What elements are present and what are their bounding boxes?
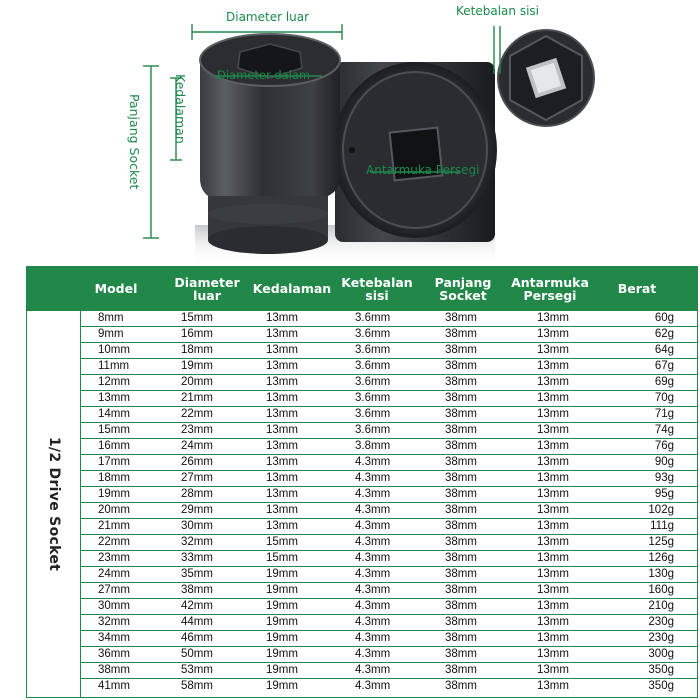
cell-wall: 3.6mm [355,360,391,372]
table-row [81,311,698,327]
cell-length: 38mm [445,488,477,500]
table-header [26,266,698,311]
table-row [81,343,698,359]
cell-wall: 4.3mm [355,536,391,548]
cell-square: 13mm [537,552,569,564]
cell-model: 16mm [98,440,130,452]
cell-square: 13mm [537,584,569,596]
cell-square: 13mm [537,616,569,628]
label-diameter-outer: Diameter luar [226,10,310,24]
cell-weight: 62g [654,328,674,340]
table-row [81,567,698,583]
cell-outer: 20mm [181,376,213,388]
cell-length: 38mm [445,328,477,340]
cell-outer: 18mm [181,344,213,356]
cell-weight: 76g [654,440,674,452]
header-outer-diameter: Diameter luar [174,274,240,303]
cell-model: 34mm [98,632,130,644]
cell-square: 13mm [537,536,569,548]
cell-length: 38mm [445,520,477,532]
cell-length: 38mm [445,680,477,692]
cell-depth: 19mm [266,616,298,628]
cell-wall: 4.3mm [355,584,391,596]
cell-wall: 4.3mm [355,680,391,692]
cell-wall: 4.3mm [355,664,391,676]
socket-illustration [0,0,700,266]
cell-square: 13mm [537,472,569,484]
cell-wall: 4.3mm [355,552,391,564]
cell-length: 38mm [445,536,477,548]
cell-weight: 60g [654,312,674,324]
cell-model: 38mm [98,664,130,676]
cell-model: 21mm [98,520,130,532]
cell-weight: 160g [648,584,674,596]
cell-outer: 58mm [181,680,213,692]
header-model: Model [94,281,138,296]
cell-wall: 4.3mm [355,616,391,628]
cell-model: 41mm [98,680,130,692]
cell-length: 38mm [445,664,477,676]
table-body [81,311,698,695]
cell-outer: 29mm [181,504,213,516]
drive-size-column [26,311,81,698]
table-row [81,487,698,503]
cell-depth: 19mm [266,584,298,596]
cell-weight: 69g [654,376,674,388]
table-row [81,679,698,695]
cell-weight: 130g [648,568,674,580]
cell-outer: 50mm [181,648,213,660]
cell-weight: 111g [650,520,674,532]
socket-back [333,62,497,242]
cell-length: 38mm [445,408,477,420]
cell-model: 30mm [98,600,130,612]
cell-outer: 38mm [181,584,213,596]
product-figure [0,0,700,266]
cell-model: 14mm [98,408,130,420]
cell-square: 13mm [537,312,569,324]
cell-square: 13mm [537,408,569,420]
cell-depth: 19mm [266,632,298,644]
cell-depth: 19mm [266,600,298,612]
cell-weight: 71g [654,408,674,420]
table-row [81,471,698,487]
cell-weight: 67g [654,360,674,372]
cell-length: 38mm [445,360,477,372]
cell-depth: 19mm [266,664,298,676]
table-row [81,519,698,535]
cell-weight: 70g [654,392,674,404]
cell-depth: 13mm [266,488,298,500]
cell-wall: 4.3mm [355,520,391,532]
cell-length: 38mm [445,632,477,644]
cell-model: 20mm [98,504,130,516]
table-row [81,423,698,439]
cell-model: 9mm [98,328,124,340]
cell-length: 38mm [445,392,477,404]
header-socket-length: Panjang Socket [434,274,492,303]
cell-wall: 3.6mm [355,344,391,356]
cell-square: 13mm [537,424,569,436]
cell-length: 38mm [445,344,477,356]
cell-model: 11mm [98,360,130,372]
cell-wall: 4.3mm [355,648,391,660]
cell-weight: 74g [654,424,674,436]
cell-square: 13mm [537,520,569,532]
cell-outer: 53mm [181,664,213,676]
cell-weight: 300g [648,648,674,660]
label-square-interface: Antarmuka Persegi [366,163,480,177]
cell-weight: 230g [648,616,674,628]
cell-length: 38mm [445,472,477,484]
cell-length: 38mm [445,376,477,388]
cell-model: 18mm [98,472,130,484]
cell-square: 13mm [537,376,569,388]
cell-depth: 13mm [266,408,298,420]
table-row [81,551,698,567]
table-row [81,663,698,679]
cell-wall: 3.6mm [355,408,391,420]
table-row [81,407,698,423]
table-row [81,535,698,551]
spec-table [26,266,698,698]
cell-length: 38mm [445,312,477,324]
cell-depth: 13mm [266,328,298,340]
cell-square: 13mm [537,488,569,500]
cell-square: 13mm [537,648,569,660]
table-row [81,583,698,599]
cell-wall: 4.3mm [355,600,391,612]
label-depth: Kedalaman [173,74,188,144]
cell-length: 38mm [445,648,477,660]
table-row [81,647,698,663]
cell-square: 13mm [537,504,569,516]
cell-outer: 26mm [181,456,213,468]
cell-depth: 19mm [266,648,298,660]
cell-model: 23mm [98,552,130,564]
cell-outer: 46mm [181,632,213,644]
cell-outer: 32mm [181,536,213,548]
cell-depth: 13mm [266,520,298,532]
cell-outer: 22mm [181,408,213,420]
cell-depth: 13mm [266,376,298,388]
cell-outer: 19mm [181,360,213,372]
cell-length: 38mm [445,584,477,596]
cell-outer: 42mm [181,600,213,612]
cell-weight: 93g [654,472,674,484]
cell-model: 27mm [98,584,130,596]
cell-square: 13mm [537,344,569,356]
cell-square: 13mm [537,328,569,340]
cell-model: 32mm [98,616,130,628]
label-wall-thickness: Ketebalan sisi [456,4,539,18]
cell-weight: 102g [648,504,674,516]
label-diameter-inner: Diameter dalam [217,68,311,82]
cell-length: 38mm [445,456,477,468]
cell-depth: 15mm [266,552,298,564]
cell-wall: 3.6mm [355,376,391,388]
cell-depth: 13mm [266,424,298,436]
cell-wall: 4.3mm [355,456,391,468]
cell-outer: 21mm [181,392,213,404]
drive-size-label: 1/2 Drive Socket [46,436,62,572]
table-row [81,327,698,343]
cell-outer: 23mm [181,424,213,436]
cell-depth: 13mm [266,360,298,372]
cell-length: 38mm [445,504,477,516]
cell-model: 15mm [98,424,130,436]
cell-outer: 28mm [181,488,213,500]
cell-outer: 44mm [181,616,213,628]
cell-depth: 13mm [266,344,298,356]
cell-wall: 3.6mm [355,392,391,404]
cell-model: 17mm [98,456,130,468]
header-depth: Kedalaman [252,281,332,296]
cell-wall: 4.3mm [355,488,391,500]
cell-model: 24mm [98,568,130,580]
cell-outer: 24mm [181,440,213,452]
cell-model: 12mm [98,376,130,388]
cell-square: 13mm [537,456,569,468]
table-row [81,615,698,631]
table-row [81,439,698,455]
cell-square: 13mm [537,360,569,372]
cell-weight: 95g [654,488,674,500]
cell-outer: 15mm [181,312,213,324]
cell-depth: 15mm [266,536,298,548]
cell-square: 13mm [537,600,569,612]
cell-wall: 4.3mm [355,472,391,484]
cell-depth: 19mm [266,680,298,692]
cell-model: 22mm [98,536,130,548]
cell-weight: 210g [648,600,674,612]
table-row [81,455,698,471]
table-row [81,359,698,375]
cell-weight: 350g [648,680,674,692]
cell-model: 36mm [98,648,130,660]
cell-wall: 3.6mm [355,424,391,436]
cell-depth: 19mm [266,568,298,580]
cell-wall: 3.8mm [355,440,391,452]
cell-square: 13mm [537,664,569,676]
cell-wall: 3.6mm [355,312,391,324]
header-square-interface: Antarmuka Persegi [511,274,589,303]
header-wall-thickness: Ketebalan sisi [341,274,413,303]
cell-model: 10mm [98,344,130,356]
cell-wall: 4.3mm [355,504,391,516]
cell-depth: 13mm [266,504,298,516]
cell-weight: 64g [654,344,674,356]
cell-weight: 230g [648,632,674,644]
table-row [81,391,698,407]
table-row [81,375,698,391]
cell-outer: 16mm [181,328,213,340]
cell-weight: 126g [648,552,674,564]
table-row [81,599,698,615]
cell-wall: 4.3mm [355,632,391,644]
cell-depth: 13mm [266,472,298,484]
cell-square: 13mm [537,392,569,404]
cell-length: 38mm [445,424,477,436]
cell-wall: 3.6mm [355,328,391,340]
socket-front [200,34,340,254]
cell-model: 13mm [98,392,130,404]
cell-depth: 13mm [266,456,298,468]
cell-weight: 125g [648,536,674,548]
cell-outer: 30mm [181,520,213,532]
cell-wall: 4.3mm [355,568,391,580]
cell-depth: 13mm [266,392,298,404]
cell-depth: 13mm [266,440,298,452]
cell-length: 38mm [445,568,477,580]
cell-outer: 27mm [181,472,213,484]
cell-length: 38mm [445,616,477,628]
cell-outer: 33mm [181,552,213,564]
socket-top-view [498,30,594,126]
cell-outer: 35mm [181,568,213,580]
cell-model: 19mm [98,488,130,500]
cell-square: 13mm [537,568,569,580]
cell-square: 13mm [537,440,569,452]
header-weight: Berat [617,281,657,296]
cell-weight: 350g [648,664,674,676]
cell-length: 38mm [445,600,477,612]
table-row [81,631,698,647]
cell-model: 8mm [98,312,124,324]
cell-square: 13mm [537,632,569,644]
cell-weight: 90g [654,456,674,468]
cell-length: 38mm [445,440,477,452]
cell-length: 38mm [445,552,477,564]
cell-depth: 13mm [266,312,298,324]
cell-square: 13mm [537,680,569,692]
label-length: Panjang Socket [127,94,142,190]
table-row [81,503,698,519]
